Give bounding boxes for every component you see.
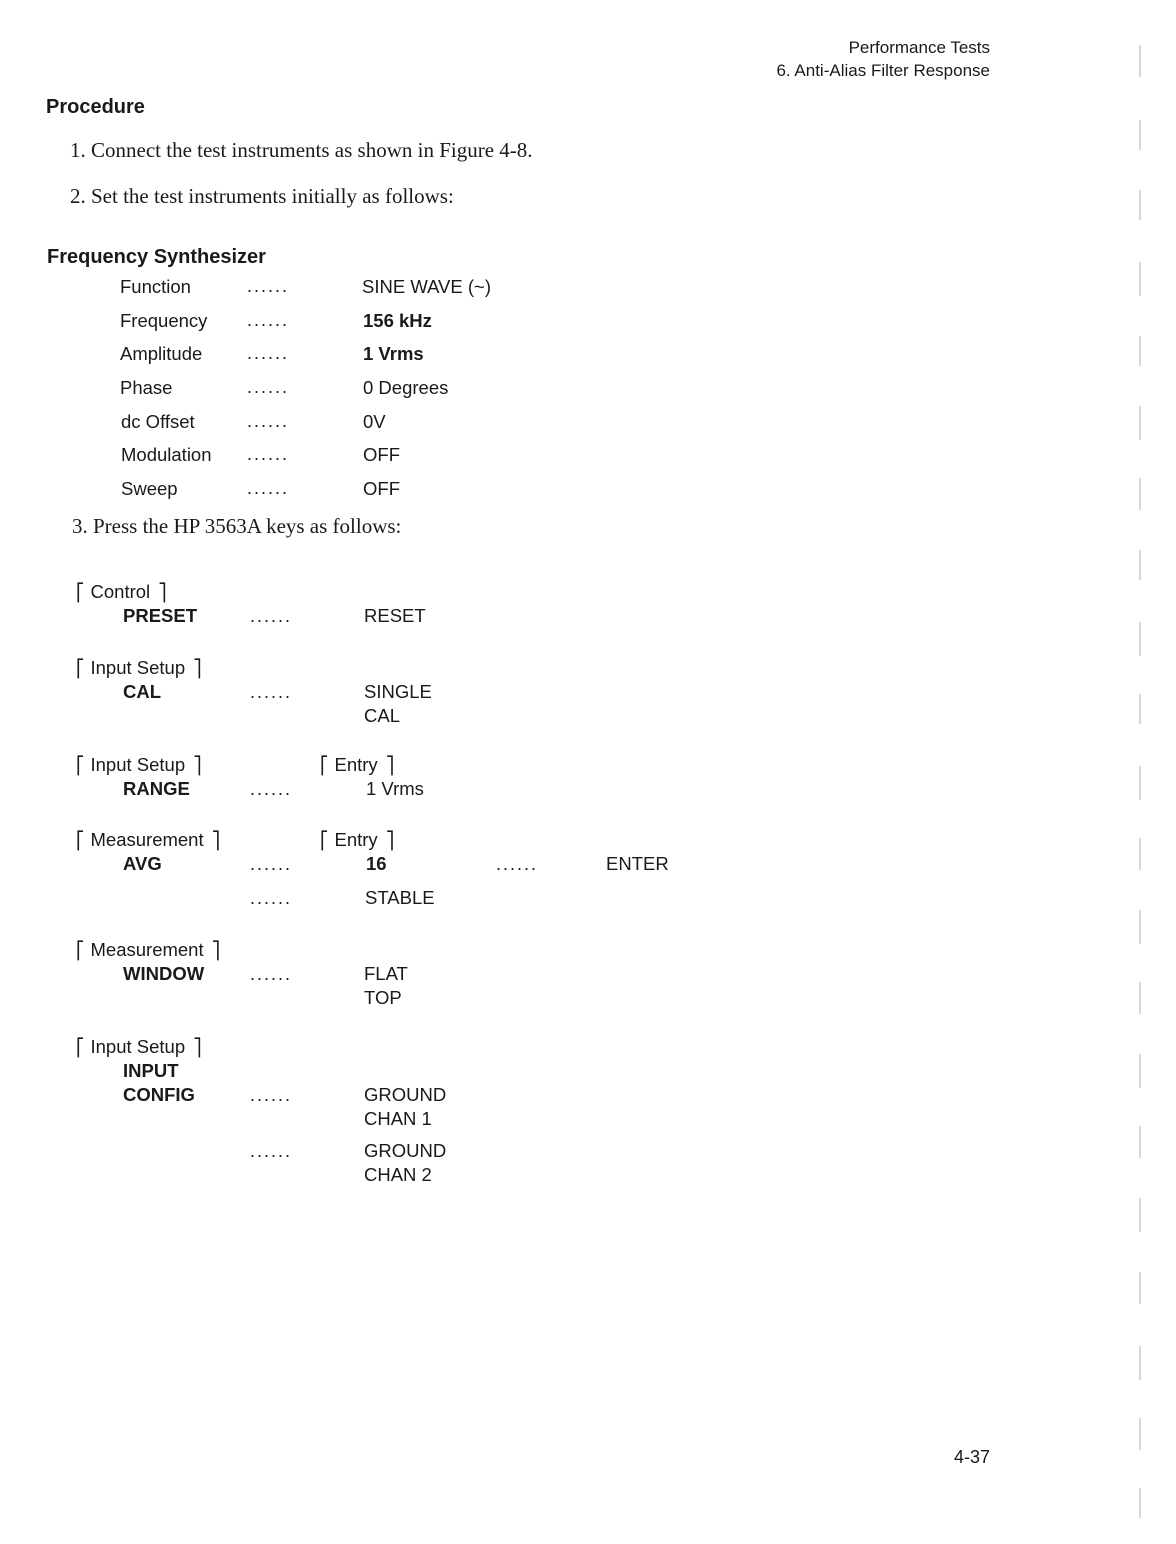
- synth-value-amplitude: 1 Vrms: [363, 343, 424, 364]
- leader-dots: ......: [250, 1141, 293, 1161]
- synth-label-amplitude: Amplitude: [120, 343, 203, 364]
- step-3: 3. Press the HP 3563A keys as follows:: [72, 514, 402, 538]
- scan-edge-mark: [1139, 1126, 1141, 1158]
- key-avg: AVG: [123, 853, 162, 874]
- softkey-single-cal-line1: SINGLE: [364, 681, 432, 702]
- synth-label-modulation: Modulation: [121, 444, 212, 465]
- leader-dots: ......: [247, 411, 290, 431]
- step-1: 1. Connect the test instruments as shown in Figure 4-8.: [70, 138, 533, 162]
- leader-dots: ......: [250, 779, 293, 799]
- scan-edge-mark: [1139, 1488, 1141, 1518]
- key-group-measurement: ⎡ Measurement ⎤: [76, 939, 220, 961]
- running-header-section: Performance Tests: [848, 38, 990, 57]
- leader-dots: ......: [247, 377, 290, 397]
- synth-value-phase: 0 Degrees: [363, 377, 449, 398]
- scan-edge-mark: [1139, 766, 1141, 800]
- softkey-flat-top-line1: FLAT: [364, 963, 408, 984]
- key-preset: PRESET: [123, 605, 198, 626]
- synth-label-phase: Phase: [120, 377, 173, 398]
- key-group-input-setup: ⎡ Input Setup ⎤: [76, 1036, 202, 1058]
- page-number: 4-37: [953, 1447, 990, 1467]
- step-2: 2. Set the test instruments initially as follows:: [70, 184, 454, 208]
- scan-edge-mark: [1139, 190, 1141, 220]
- key-group-measurement: ⎡ Measurement ⎤: [76, 829, 220, 851]
- scan-edge-mark: [1139, 262, 1141, 296]
- leader-dots: ......: [250, 1085, 293, 1105]
- scan-edge-mark: [1139, 1418, 1141, 1450]
- softkey-stable: STABLE: [365, 887, 435, 908]
- key-input-config-line2: CONFIG: [123, 1084, 195, 1105]
- key-group-entry: ⎡ Entry ⎤: [320, 754, 394, 776]
- key-group-input-setup: ⎡ Input Setup ⎤: [76, 754, 202, 776]
- key-cal: CAL: [123, 681, 162, 702]
- leader-dots: ......: [496, 854, 539, 874]
- leader-dots: ......: [250, 854, 293, 874]
- scan-edge-mark: [1139, 120, 1141, 150]
- leader-dots: ......: [247, 478, 290, 498]
- scan-edge-mark: [1139, 910, 1141, 944]
- scan-edge-mark: [1139, 550, 1141, 580]
- synth-label-sweep: Sweep: [121, 478, 178, 499]
- scan-edge-mark: [1139, 838, 1141, 870]
- synth-value-frequency: 156 kHz: [363, 310, 432, 331]
- leader-dots: ......: [250, 682, 293, 702]
- softkey-ground-chan1-line1: GROUND: [364, 1084, 447, 1105]
- scan-edge-mark: [1139, 694, 1141, 724]
- key-input-config-line1: INPUT: [123, 1060, 179, 1081]
- scan-edge-mark: [1139, 622, 1141, 656]
- scan-edge-mark: [1139, 1198, 1141, 1232]
- key-enter: ENTER: [606, 853, 669, 874]
- synth-value-dc-offset: 0V: [363, 411, 386, 432]
- key-window: WINDOW: [123, 963, 205, 984]
- leader-dots: ......: [247, 276, 290, 296]
- leader-dots: ......: [250, 964, 293, 984]
- synth-value-sweep: OFF: [363, 478, 400, 499]
- synth-value-function: SINE WAVE (~): [362, 276, 492, 297]
- scan-edge-mark: [1139, 1272, 1141, 1304]
- key-range: RANGE: [123, 778, 190, 799]
- softkey-reset: RESET: [364, 605, 426, 626]
- key-group-entry: ⎡ Entry ⎤: [320, 829, 394, 851]
- softkey-ground-chan2-line1: GROUND: [364, 1140, 447, 1161]
- scan-edge-mark: [1139, 478, 1141, 510]
- running-header-subsection: 6. Anti-Alias Filter Response: [776, 61, 990, 80]
- leader-dots: ......: [250, 888, 293, 908]
- scan-edge-mark: [1139, 982, 1141, 1014]
- leader-dots: ......: [247, 343, 290, 363]
- scan-edge-mark: [1139, 1346, 1141, 1380]
- entry-range-value: 1 Vrms: [366, 778, 424, 799]
- synth-value-modulation: OFF: [363, 444, 400, 465]
- scan-edge-mark: [1139, 336, 1141, 366]
- softkey-single-cal-line2: CAL: [364, 705, 400, 726]
- synthesizer-heading: Frequency Synthesizer: [47, 246, 266, 268]
- synth-label-function: Function: [120, 276, 191, 297]
- softkey-ground-chan2-line2: CHAN 2: [364, 1164, 432, 1185]
- leader-dots: ......: [247, 444, 290, 464]
- scan-edge-mark: [1139, 406, 1141, 440]
- procedure-heading: Procedure: [46, 96, 145, 118]
- scan-edge-mark: [1139, 1054, 1141, 1088]
- key-group-control: ⎡ Control ⎤: [76, 581, 167, 603]
- key-group-input-setup: ⎡ Input Setup ⎤: [76, 657, 202, 679]
- synth-label-dc-offset: dc Offset: [121, 411, 195, 432]
- leader-dots: ......: [250, 606, 293, 626]
- softkey-flat-top-line2: TOP: [364, 987, 402, 1008]
- synth-label-frequency: Frequency: [120, 310, 208, 331]
- leader-dots: ......: [247, 310, 290, 330]
- softkey-ground-chan1-line2: CHAN 1: [364, 1108, 432, 1129]
- scan-edge-mark: [1139, 45, 1141, 77]
- entry-avg-value: 16: [366, 853, 387, 874]
